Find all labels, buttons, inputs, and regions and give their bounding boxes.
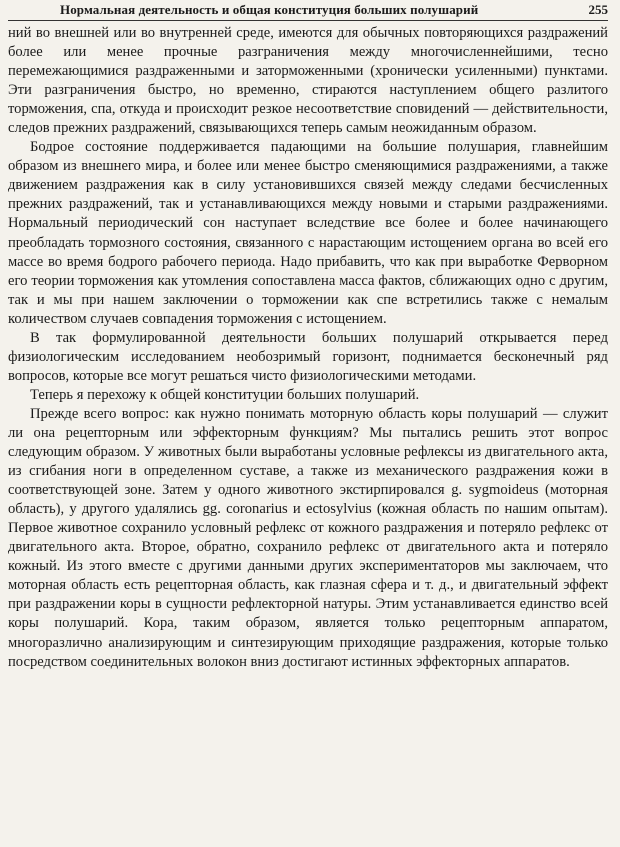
running-header	[8, 2, 608, 21]
paragraph-4: Теперь я перехожу к общей конституции больших полушарий.	[30, 386, 420, 403]
paragraph-2: Бодрое состояние поддерживается падающими на большие полушария, главнейшим образом из внешнего мира, и более или менее быстро сменяющимися раздражениями, а также движением раздражения как в силу установившихся связей между следами бесчисленных прежних раздражений, так и устанавливающихся между новыми и старыми раздражениями. Нормальный периодический сон наступает вследствие все более и более начинающего преобладать тормозного состояния, связанного с нарастающим истощением органа во всей его массе во время бодрого рабочего периода. Надо прибавить, что как при выработке Ферворном его теории торможения как утомления сопоставлена масса фактов, сближающих одно с другим, так и мы при нашем заключении о торможении как спе встретились также с немалым количеством случаев совпадения торможения с истощением.	[8, 139, 608, 327]
running-title: Нормальная деятельность и общая конституция больших полушарий	[60, 2, 479, 17]
paragraph-3: В так формулированной деятельности больших полушарий открывается перед физиологическим исследованием необозримый горизонт, поднимается бесконечный ряд вопросов, которые все могут решаться чисто физиологическими методами.	[8, 329, 608, 384]
paragraph-5: Прежде всего вопрос: как нужно понимать моторную область коры полушарий — служит ли она рецепторным или эффекторным функциям? Мы пытались решить этот вопрос следующим образом. У животных были выработаны условные рефлексы из двигательного акта, из сгибания ноги в определенном суставе, а также из механического раздражения кожи в соответствующей зоне. Затем у одного животного экстирпировался g. sygmoideus (моторная область), у другого удалялись gg. coronarius и ectosylvius (кожная область по нашим опытам). Первое животное сохранило условный рефлекс от кожного раздражения и потеряло рефлекс от двигательного акта. Второе, обратно, сохранило рефлекс от двигательного акта и потеряло кожный. Из этого вместе с другими данными других экспериментаторов мы заключаем, что моторная область есть рецепторная область, как глазная сфера и т. д., и двигательный эффект при раздражении коры в сущности рефлекторной натуры. Этим устанавливается единство всей коры полушарий. Кора, таким образом, является только рецепторным аппаратом, многоразлично анализирующим и синтезирующим приходящие раздражения, которые только посредством соединительных волокон вниз достигают истинных эффекторных аппаратов.	[8, 405, 608, 670]
paragraph-1: ний во внешней или во внутренней среде, имеются для обычных повторяющихся раздражений более или менее прочные разграничения между многочисленнейшими, тесно перемежающимися раздраженными и заторможенными (хронически усиленными) пунктами. Эти разграничения быстро, но временно, стираются наступлением общего разлитого торможения, спа, откуда и происходит резкое несоответствие сповидений — действительности, следов прежних раздражений, связывающихся теперь самым неожиданным образом.	[8, 25, 608, 137]
body-text	[8, 24, 608, 672]
page-number: 255	[588, 2, 608, 17]
